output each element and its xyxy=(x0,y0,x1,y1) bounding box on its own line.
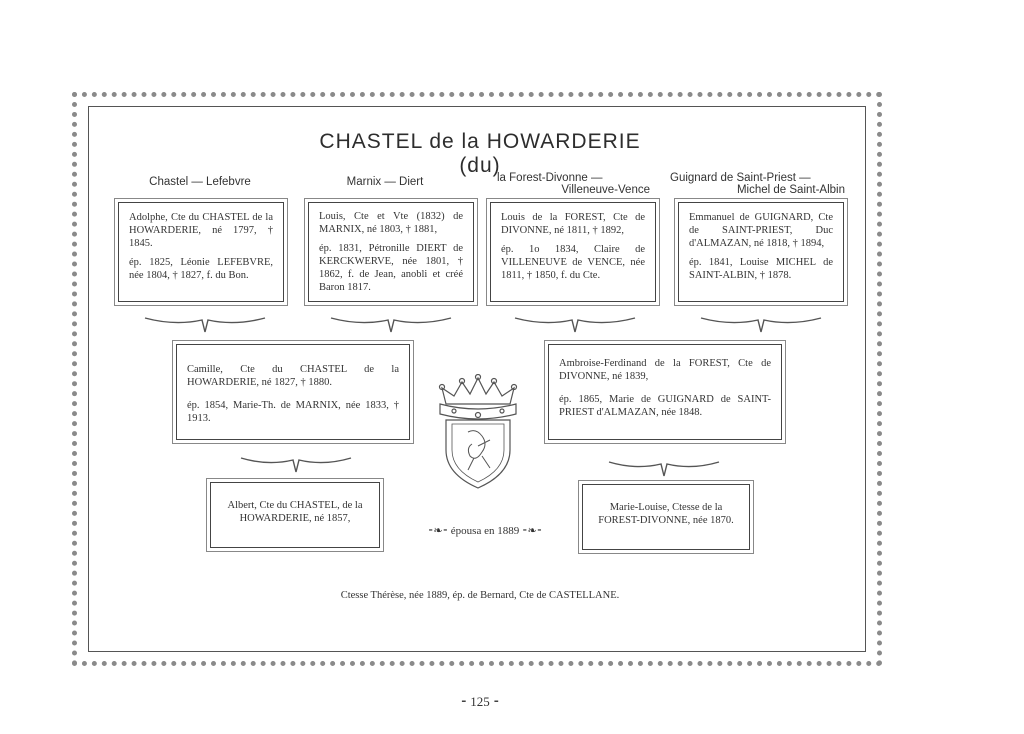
header-col1-text: Chastel — Lefebvre xyxy=(149,176,251,188)
box-ambroise-text-2: ép. 1865, Marie de GUIGNARD de SAINT-PRIEST d'ALMAZAN, née 1848. xyxy=(559,394,771,418)
header-col3-line1: la Forest-Divonne — xyxy=(497,172,603,184)
brace-connector-chastel xyxy=(140,312,270,338)
header-chastel-lefebvre xyxy=(120,176,280,188)
box-marie-louise-text: Marie-Louise, Ctesse de la FOREST-DIVONNE, née 1870. xyxy=(598,502,734,526)
brace-connector-ambroise xyxy=(604,456,724,482)
header-forest-villeneuve xyxy=(475,172,665,196)
header-col3-line2: Villeneuve-Vence xyxy=(561,184,650,196)
box-albert-text: Albert, Cte du CHASTEL, de la HOWARDERIE, né 1857, xyxy=(227,500,363,524)
box-ambroise-forest xyxy=(548,344,782,440)
header-guignard-michel xyxy=(670,172,845,196)
box-ambroise-text-1: Ambroise-Ferdinand de la FOREST, Cte de DIVONNE, né 1839, xyxy=(559,358,771,382)
box-camille-chastel xyxy=(176,344,410,440)
box-marnix-text-1: Louis, Cte et Vte (1832) de MARNIX, né 1803, † 1881, xyxy=(319,211,463,235)
header-col2-text: Marnix — Diert xyxy=(346,176,424,188)
box-marnix-text-2: ép. 1831, Pétronille DIERT de KERCKWERVE, née 1801, † 1862, f. de Jean, anobli et créé Baron 1817. xyxy=(319,243,463,293)
married-1889-label: ⁃❧⁃ épousa en 1889 ⁃❧⁃ xyxy=(427,525,543,537)
box-louis-forest xyxy=(490,202,656,302)
coat-of-arms-icon xyxy=(432,374,524,490)
header-marnix-diert xyxy=(310,176,460,188)
brace-connector-forest xyxy=(510,312,640,338)
box-chastel-text-1: Adolphe, Cte du CHASTEL de la HOWARDERIE, né 1797, † 1845. xyxy=(129,212,273,249)
header-col4-line1: Guignard de Saint-Priest — xyxy=(670,172,811,184)
header-col4-line2: Michel de Saint-Albin xyxy=(736,184,845,196)
brace-connector-guignard xyxy=(696,312,826,338)
box-camille-text-1: Camille, Cte du CHASTEL de la HOWARDERIE, né 1827, † 1880. xyxy=(187,364,399,388)
box-emmanuel-guignard xyxy=(678,202,844,302)
brace-connector-marnix xyxy=(326,312,456,338)
box-guignard-text-2: ép. 1841, Louise MICHEL de SAINT-ALBIN, † 1878. xyxy=(689,257,833,281)
box-guignard-text-1: Emmanuel de GUIGNARD, Cte de SAINT-PRIEST, Duc d'ALMAZAN, né 1818, † 1894, xyxy=(689,212,833,249)
box-marie-louise-forest xyxy=(582,484,750,550)
box-camille-text-2: ép. 1854, Marie-Th. de MARNIX, née 1833, † 1913. xyxy=(187,400,399,424)
box-albert-chastel xyxy=(210,482,380,548)
box-chastel-text-2: ép. 1825, Léonie LEFEBVRE, née 1804, † 1827, f. du Bon. xyxy=(129,257,273,281)
page-title: CHASTEL de la HOWARDERIE (du) xyxy=(319,130,641,177)
box-louis-marnix xyxy=(308,202,474,302)
box-forest-text-1: Louis de la FOREST, Cte de DIVONNE, né 1811, † 1892, xyxy=(501,212,645,236)
brace-connector-camille xyxy=(236,452,356,478)
box-adolphe-chastel xyxy=(118,202,284,302)
box-forest-text-2: ép. 1o 1834, Claire de VILLENEUVE de VENCE, née 1811, † 1850, f. du Cte. xyxy=(501,244,645,281)
child-therese-line: Ctesse Thérèse, née 1889, ép. de Bernard, Cte de CASTELLANE. xyxy=(340,590,620,601)
page-number: ⁃ 125 ⁃ xyxy=(460,694,500,709)
